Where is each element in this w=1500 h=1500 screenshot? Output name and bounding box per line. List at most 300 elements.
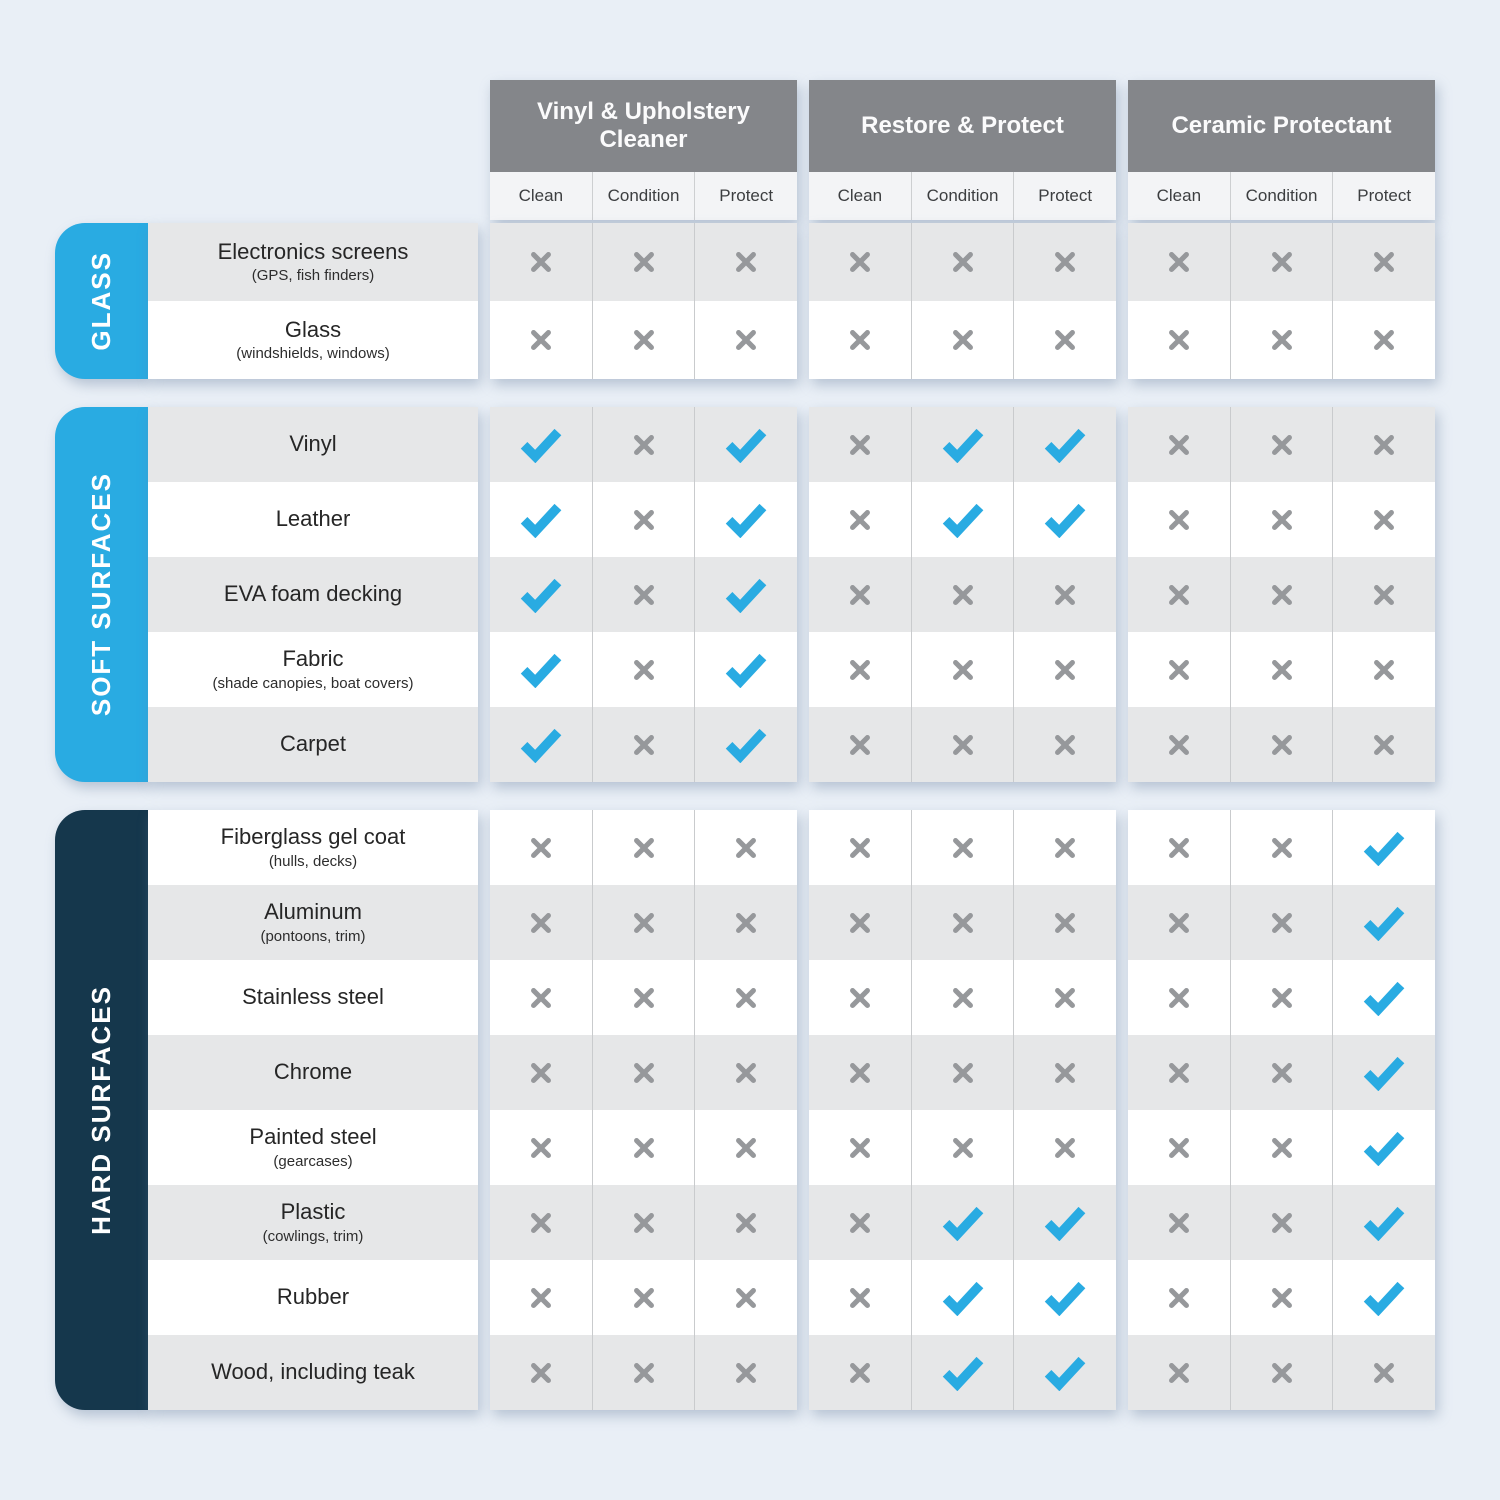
product-grid-vinyl-upholstery-cleaner <box>490 223 797 379</box>
x-icon <box>1270 1361 1294 1385</box>
x-icon <box>848 583 872 607</box>
matrix-cell <box>809 407 911 482</box>
cells-row <box>1128 960 1435 1035</box>
surface-name: Fabric <box>282 646 344 672</box>
x-icon <box>632 1061 656 1085</box>
section-soft-surfaces <box>55 407 1435 782</box>
matrix-cell <box>592 1335 695 1410</box>
matrix-cell <box>1013 1260 1116 1335</box>
matrix-cell <box>490 223 592 301</box>
check-icon <box>1362 980 1406 1016</box>
x-icon <box>1372 328 1396 352</box>
x-icon <box>848 986 872 1010</box>
matrix-cell <box>1128 810 1230 885</box>
product-grid-restore-protect <box>809 223 1116 379</box>
x-icon <box>1053 250 1077 274</box>
x-icon <box>1053 583 1077 607</box>
surface-row-label <box>148 557 478 632</box>
check-icon <box>941 502 985 538</box>
product-title: Ceramic Protectant <box>1128 80 1435 172</box>
matrix-cell <box>592 223 695 301</box>
matrix-cell <box>1230 1260 1333 1335</box>
matrix-cell <box>592 1110 695 1185</box>
cells-row <box>490 885 797 960</box>
matrix-cell <box>694 557 797 632</box>
x-icon <box>529 1211 553 1235</box>
x-icon <box>1053 328 1077 352</box>
matrix-cell <box>1013 1185 1116 1260</box>
matrix-cell <box>592 707 695 782</box>
matrix-cell <box>911 223 1014 301</box>
matrix-cell <box>809 1185 911 1260</box>
matrix-cell <box>809 885 911 960</box>
matrix-cell <box>1013 482 1116 557</box>
product-grid-vinyl-upholstery-cleaner <box>490 810 797 1410</box>
matrix-cell <box>592 632 695 707</box>
matrix-cell <box>490 632 592 707</box>
matrix-cell <box>694 707 797 782</box>
matrix-cell <box>1332 707 1435 782</box>
x-icon <box>1167 986 1191 1010</box>
matrix-cell <box>592 1260 695 1335</box>
matrix-cell <box>809 301 911 379</box>
x-icon <box>848 733 872 757</box>
matrix-cell <box>1230 632 1333 707</box>
product-grid-vinyl-upholstery-cleaner <box>490 407 797 782</box>
x-icon <box>848 836 872 860</box>
cells-row <box>809 482 1116 557</box>
cells-row <box>490 1110 797 1185</box>
matrix-cell <box>694 885 797 960</box>
x-icon <box>848 1136 872 1160</box>
x-icon <box>632 733 656 757</box>
x-icon <box>1167 1361 1191 1385</box>
check-icon <box>941 427 985 463</box>
x-icon <box>1270 1286 1294 1310</box>
surface-name: Plastic <box>280 1199 346 1225</box>
cells-row <box>809 557 1116 632</box>
product-grid-restore-protect <box>809 810 1116 1410</box>
x-icon <box>1372 433 1396 457</box>
x-icon <box>632 1211 656 1235</box>
matrix-cell <box>911 707 1014 782</box>
matrix-cell <box>809 632 911 707</box>
matrix-cell <box>1013 1335 1116 1410</box>
matrix-cell <box>1013 1110 1116 1185</box>
surface-name: Electronics screens <box>217 238 409 264</box>
action-column-headers <box>809 172 1116 220</box>
check-icon <box>724 502 768 538</box>
cells-row <box>490 1185 797 1260</box>
x-icon <box>951 1061 975 1085</box>
x-icon <box>1167 1136 1191 1160</box>
matrix-cell <box>809 960 911 1035</box>
cells-row <box>1128 301 1435 379</box>
matrix-cell <box>490 1110 592 1185</box>
x-icon <box>632 328 656 352</box>
product-grid-ceramic-protectant <box>1128 223 1435 379</box>
x-icon <box>1270 1136 1294 1160</box>
x-icon <box>951 986 975 1010</box>
cells-row <box>1128 407 1435 482</box>
x-icon <box>632 986 656 1010</box>
x-icon <box>632 1136 656 1160</box>
matrix-cell <box>592 301 695 379</box>
surface-name: Fiberglass gel coat <box>220 824 406 850</box>
section-tab-soft-surfaces <box>55 407 148 782</box>
cells-row <box>809 1260 1116 1335</box>
matrix-cell <box>1128 1035 1230 1110</box>
x-icon <box>1270 658 1294 682</box>
matrix-cell <box>694 1260 797 1335</box>
matrix-cell <box>694 407 797 482</box>
matrix-cell <box>1332 1035 1435 1110</box>
matrix-cell <box>1013 223 1116 301</box>
section-tab-glass <box>55 223 148 379</box>
x-icon <box>1270 1211 1294 1235</box>
column-header-clean: Clean <box>1156 186 1202 205</box>
matrix-cell <box>1332 885 1435 960</box>
x-icon <box>1270 583 1294 607</box>
cells-row <box>809 1335 1116 1410</box>
column-header-clean: Clean <box>837 186 883 205</box>
x-icon <box>529 1286 553 1310</box>
matrix-cell <box>1013 707 1116 782</box>
cells-row <box>1128 810 1435 885</box>
product-grid-ceramic-protectant <box>1128 407 1435 782</box>
surface-name: Wood, including teak <box>211 1359 415 1385</box>
x-icon <box>529 250 553 274</box>
cells-row <box>809 632 1116 707</box>
cells-row <box>809 1185 1116 1260</box>
check-icon <box>519 577 563 613</box>
surface-name: Painted steel <box>249 1124 377 1150</box>
cells-row <box>1128 1110 1435 1185</box>
matrix-cell <box>694 1035 797 1110</box>
matrix-cell <box>1128 632 1230 707</box>
matrix-cell <box>1013 885 1116 960</box>
x-icon <box>529 986 553 1010</box>
matrix-cell <box>911 1335 1014 1410</box>
x-icon <box>632 836 656 860</box>
cells-row <box>809 407 1116 482</box>
matrix-cell <box>809 1335 911 1410</box>
check-icon <box>1043 502 1087 538</box>
matrix-cell <box>911 632 1014 707</box>
x-icon <box>951 1136 975 1160</box>
column-header-condition: Condition <box>911 172 1014 220</box>
cells-row <box>1128 632 1435 707</box>
x-icon <box>848 508 872 532</box>
action-column-headers <box>490 172 797 220</box>
matrix-cell <box>694 301 797 379</box>
check-icon <box>1362 830 1406 866</box>
chart-content <box>55 80 1435 1410</box>
matrix-cell <box>490 301 592 379</box>
surface-row-label <box>148 1035 478 1110</box>
x-icon <box>1167 1286 1191 1310</box>
x-icon <box>734 911 758 935</box>
matrix-cell <box>1013 1035 1116 1110</box>
surface-name: EVA foam decking <box>223 581 403 607</box>
x-icon <box>529 1061 553 1085</box>
x-icon <box>1053 1061 1077 1085</box>
matrix-cell <box>694 1110 797 1185</box>
section-tab-label: GLASS <box>86 251 116 351</box>
x-icon <box>1053 733 1077 757</box>
x-icon <box>734 986 758 1010</box>
column-header-clean: Clean <box>518 186 564 205</box>
product-title: Restore & Protect <box>809 80 1116 172</box>
x-icon <box>632 1286 656 1310</box>
check-icon <box>1043 1205 1087 1241</box>
cells-row <box>490 407 797 482</box>
surface-name: Chrome <box>273 1059 353 1085</box>
matrix-cell <box>1230 1185 1333 1260</box>
matrix-cell <box>1332 223 1435 301</box>
matrix-cell <box>911 810 1014 885</box>
product-header-restore-protect <box>809 80 1116 220</box>
x-icon <box>734 1361 758 1385</box>
matrix-cell <box>1128 407 1230 482</box>
matrix-cell <box>809 482 911 557</box>
column-header-protect: Protect <box>1013 172 1116 220</box>
product-grid-restore-protect <box>809 407 1116 782</box>
surface-name: Stainless steel <box>242 984 384 1010</box>
x-icon <box>1167 1211 1191 1235</box>
x-icon <box>848 1361 872 1385</box>
x-icon <box>1372 1361 1396 1385</box>
cells-row <box>490 301 797 379</box>
x-icon <box>1167 508 1191 532</box>
x-icon <box>632 1361 656 1385</box>
matrix-cell <box>1332 482 1435 557</box>
matrix-cell <box>1332 632 1435 707</box>
x-icon <box>1053 836 1077 860</box>
matrix-cell <box>694 482 797 557</box>
x-icon <box>1167 1061 1191 1085</box>
cells-row <box>809 1110 1116 1185</box>
column-header-condition: Condition <box>592 172 695 220</box>
cells-row <box>809 707 1116 782</box>
surface-name: Aluminum <box>264 899 362 925</box>
x-icon <box>734 328 758 352</box>
surface-row-label <box>148 482 478 557</box>
x-icon <box>734 1061 758 1085</box>
surface-note: (gearcases) <box>273 1152 353 1170</box>
matrix-cell <box>1332 407 1435 482</box>
x-icon <box>1167 433 1191 457</box>
matrix-cell <box>694 1335 797 1410</box>
matrix-cell <box>911 1035 1014 1110</box>
matrix-cell <box>809 1260 911 1335</box>
cells-row <box>1128 223 1435 301</box>
check-icon <box>941 1205 985 1241</box>
x-icon <box>1270 250 1294 274</box>
surface-row-label <box>148 407 478 482</box>
check-icon <box>1362 1205 1406 1241</box>
cells-row <box>1128 1035 1435 1110</box>
check-icon <box>519 652 563 688</box>
matrix-cell <box>592 482 695 557</box>
x-icon <box>1053 911 1077 935</box>
matrix-cell <box>1230 1110 1333 1185</box>
matrix-cell <box>490 1185 592 1260</box>
matrix-cell <box>592 407 695 482</box>
matrix-cell <box>1013 407 1116 482</box>
x-icon <box>1270 836 1294 860</box>
matrix-cell <box>911 407 1014 482</box>
matrix-cell <box>1230 885 1333 960</box>
x-icon <box>529 328 553 352</box>
x-icon <box>951 911 975 935</box>
matrix-cell <box>911 1185 1014 1260</box>
matrix-cell <box>809 1110 911 1185</box>
check-icon <box>519 502 563 538</box>
matrix-cell <box>1230 707 1333 782</box>
matrix-cell <box>1013 301 1116 379</box>
x-icon <box>1167 250 1191 274</box>
check-icon <box>1043 1355 1087 1391</box>
x-icon <box>529 911 553 935</box>
x-icon <box>1167 328 1191 352</box>
surface-row-label <box>148 1335 478 1410</box>
x-icon <box>632 658 656 682</box>
matrix-cell <box>911 557 1014 632</box>
surface-name: Carpet <box>279 731 347 757</box>
check-icon <box>724 652 768 688</box>
surface-note: (pontoons, trim) <box>260 927 366 945</box>
matrix-cell <box>1230 301 1333 379</box>
matrix-cell <box>1332 1110 1435 1185</box>
cells-row <box>1128 707 1435 782</box>
x-icon <box>848 1211 872 1235</box>
surface-row-label <box>148 223 478 301</box>
matrix-cell <box>490 557 592 632</box>
matrix-cell <box>592 885 695 960</box>
matrix-cell <box>1230 223 1333 301</box>
section-tab-label: HARD SURFACES <box>86 985 116 1235</box>
x-icon <box>529 1361 553 1385</box>
cells-row <box>490 1260 797 1335</box>
x-icon <box>1372 658 1396 682</box>
matrix-cell <box>1332 960 1435 1035</box>
check-icon <box>724 727 768 763</box>
matrix-cell <box>694 223 797 301</box>
matrix-cell <box>809 810 911 885</box>
x-icon <box>734 1136 758 1160</box>
matrix-cell <box>1128 1335 1230 1410</box>
x-icon <box>951 836 975 860</box>
matrix-cell <box>1128 482 1230 557</box>
x-icon <box>848 911 872 935</box>
x-icon <box>632 433 656 457</box>
check-icon <box>941 1280 985 1316</box>
surface-note: (windshields, windows) <box>236 345 390 363</box>
x-icon <box>734 836 758 860</box>
matrix-cell <box>1230 1035 1333 1110</box>
matrix-cell <box>1230 407 1333 482</box>
surface-row-label <box>148 810 478 885</box>
matrix-cell <box>490 482 592 557</box>
check-icon <box>941 1355 985 1391</box>
x-icon <box>1372 250 1396 274</box>
surface-row-label <box>148 1110 478 1185</box>
matrix-cell <box>1128 557 1230 632</box>
x-icon <box>529 1136 553 1160</box>
matrix-cell <box>592 810 695 885</box>
x-icon <box>1167 911 1191 935</box>
matrix-cell <box>490 810 592 885</box>
cells-row <box>1128 1335 1435 1410</box>
matrix-cell <box>809 557 911 632</box>
surface-row-label <box>148 1185 478 1260</box>
section-hard-surfaces <box>55 810 1435 1410</box>
matrix-cell <box>1230 557 1333 632</box>
matrix-cell <box>1013 632 1116 707</box>
x-icon <box>1167 836 1191 860</box>
matrix-cell <box>1128 1185 1230 1260</box>
column-header-protect: Protect <box>694 172 797 220</box>
surface-labels-column <box>148 810 478 1410</box>
x-icon <box>848 1286 872 1310</box>
table-body <box>55 223 1435 1410</box>
matrix-cell <box>490 1260 592 1335</box>
cells-row <box>490 223 797 301</box>
matrix-cell <box>1128 301 1230 379</box>
matrix-cell <box>694 1185 797 1260</box>
matrix-cell <box>1230 482 1333 557</box>
surface-row-label <box>148 960 478 1035</box>
x-icon <box>1270 733 1294 757</box>
matrix-cell <box>1230 810 1333 885</box>
check-icon <box>724 427 768 463</box>
matrix-cell <box>694 810 797 885</box>
cells-row <box>1128 482 1435 557</box>
matrix-cell <box>911 960 1014 1035</box>
check-icon <box>724 577 768 613</box>
matrix-cell <box>911 1110 1014 1185</box>
x-icon <box>632 508 656 532</box>
surface-row-label <box>148 1260 478 1335</box>
check-icon <box>519 727 563 763</box>
surface-note: (shade canopies, boat covers) <box>212 674 414 692</box>
surface-row-label <box>148 885 478 960</box>
cells-row <box>490 1335 797 1410</box>
matrix-cell <box>1128 1110 1230 1185</box>
matrix-cell <box>1332 1260 1435 1335</box>
x-icon <box>951 583 975 607</box>
surface-row-label <box>148 707 478 782</box>
cells-row <box>809 885 1116 960</box>
x-icon <box>1372 583 1396 607</box>
check-icon <box>1043 427 1087 463</box>
matrix-cell <box>592 1185 695 1260</box>
matrix-cell <box>1013 810 1116 885</box>
matrix-cell <box>809 1035 911 1110</box>
x-icon <box>1270 508 1294 532</box>
surface-name: Vinyl <box>289 431 337 457</box>
matrix-cell <box>1013 557 1116 632</box>
surface-row-label <box>148 301 478 379</box>
x-icon <box>632 911 656 935</box>
x-icon <box>1167 733 1191 757</box>
check-icon <box>1362 1130 1406 1166</box>
matrix-cell <box>911 1260 1014 1335</box>
x-icon <box>951 250 975 274</box>
x-icon <box>1270 911 1294 935</box>
x-icon <box>1053 1136 1077 1160</box>
